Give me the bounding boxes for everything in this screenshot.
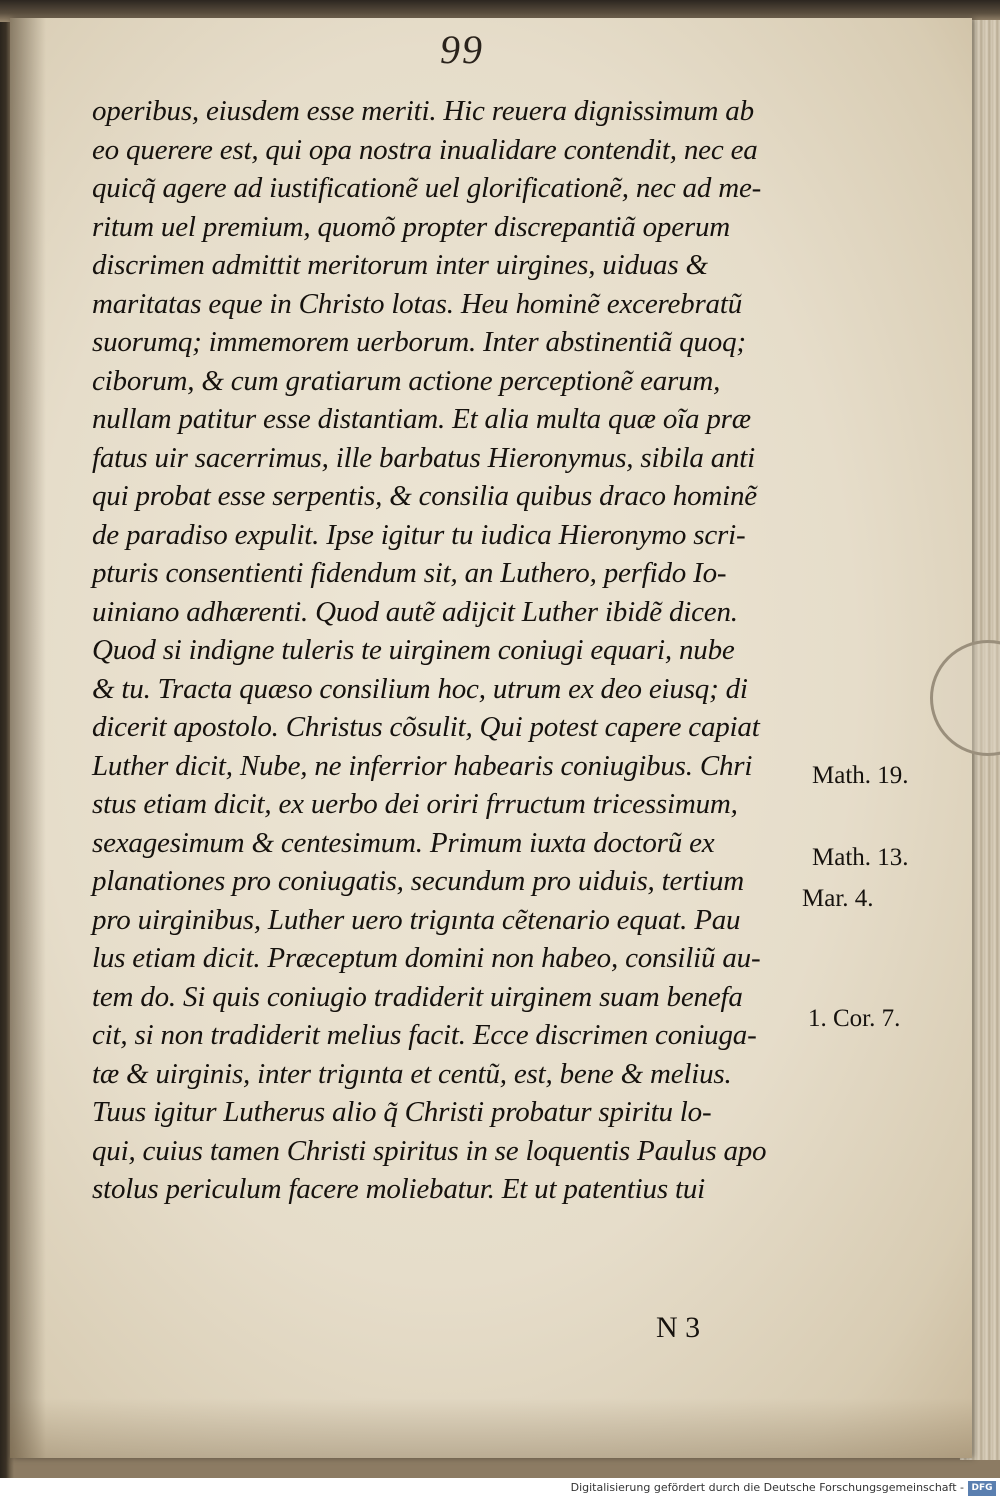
- text-line: operibus, eiusdem esse meriti. Hic reuera dignissimum ab: [92, 95, 754, 127]
- signature-mark: N 3: [656, 1311, 701, 1344]
- text-line: pro uirginibus, Luther uero trigınta cẽtenario equat. Pau: [92, 903, 741, 936]
- margin-note: 1. Cor. 7.: [808, 1005, 901, 1032]
- margin-note: Mar. 4.: [802, 885, 874, 912]
- text-line: lus etiam dicit. Præceptum domini non habeo, consiliũ au-: [92, 942, 761, 974]
- text-line: tem do. Si quis coniugio tradiderit uirginem suam benefa: [92, 980, 743, 1013]
- text-line: ciborum, & cum gratiarum actione perceptionẽ earum,: [92, 364, 721, 397]
- text-line: dicerit apostolo. Christus cõsulit, Qui potest capere capiat: [92, 711, 760, 743]
- text-line: Tuus igitur Lutherus alio q̃ Christi probatur spiritu lo-: [92, 1096, 712, 1128]
- text-line: sexagesimum & centesimum. Primum iuxta doctorũ ex: [92, 826, 715, 859]
- gutter-shadow: [10, 18, 46, 1458]
- text-line: stus etiam dicit, ex uerbo dei oriri frructum tricessimum,: [92, 788, 738, 820]
- body-text: [92, 92, 822, 1209]
- text-line: ritum uel premium, quomõ propter discrepantiã operum: [92, 210, 731, 243]
- text-line: Quod si indigne tuleris te uirginem coniugi equari, nube: [92, 634, 735, 666]
- text-line: qui probat esse serpentis, & consilia quibus draco hominẽ: [92, 480, 757, 512]
- footer-credit: Digitalisierung gefördert durch die Deutsche Forschungsgemeinschaft -: [570, 1481, 964, 1494]
- text-line: nullam patitur esse distantiam. Et alia multa quæ oĩa præ: [92, 403, 751, 435]
- text-line: de paradiso expulit. Ipse igitur tu iudica Hieronymo scri-: [92, 518, 746, 551]
- text-line: cit, si non tradiderit melius facit. Ecce discrimen coniuga-: [92, 1019, 757, 1051]
- text-line: eo querere est, qui opa nostra inualidare contendit, nec ea: [92, 133, 758, 166]
- text-line: qui, cuius tamen Christi spiritus in se loquentis Paulus apo: [92, 1134, 767, 1167]
- text-line: fatus uir sacerrimus, ille barbatus Hieronymus, sibila anti: [92, 441, 756, 474]
- text-line: pturis consentienti fidendum sit, an Luthero, perfido Io-: [92, 557, 727, 589]
- text-line: uiniano adhærenti. Quod autẽ adijcit Luther ibidẽ dicen.: [92, 595, 738, 628]
- text-line: stolus periculum facere moliebatur. Et ut patentius tui: [92, 1173, 705, 1205]
- text-line: & tu. Tracta quæso consilium hoc, utrum ex deo eiusq; di: [92, 672, 748, 705]
- text-line: planationes pro coniugatis, secundum pro uiduis, tertium: [92, 865, 745, 897]
- text-line: discrimen admittit meritorum inter uirgines, uiduas &: [92, 249, 708, 281]
- text-line: Luther dicit, Nube, ne inferrior habearis coniugibus. Chri: [92, 749, 753, 782]
- text-line: tæ & uirginis, inter trigınta et centũ, est, bene & melius.: [92, 1057, 732, 1090]
- margin-note: Math. 13.: [812, 844, 909, 871]
- page-bottom-shadow: [10, 1398, 972, 1458]
- dfg-logo-icon: DFG: [968, 1481, 996, 1496]
- text-line: quicq̃ agere ad iustificationẽ uel glorificationẽ, nec ad me-: [92, 172, 762, 204]
- margin-note: Math. 19.: [812, 762, 909, 789]
- text-line: suorumq; immemorem uerborum. Inter abstinentiã quoq;: [92, 326, 746, 358]
- text-line: maritatas eque in Christo lotas. Heu hominẽ excerebratũ: [92, 287, 743, 320]
- folio-number: 99: [440, 27, 484, 72]
- footer-bar: [0, 1478, 1000, 1500]
